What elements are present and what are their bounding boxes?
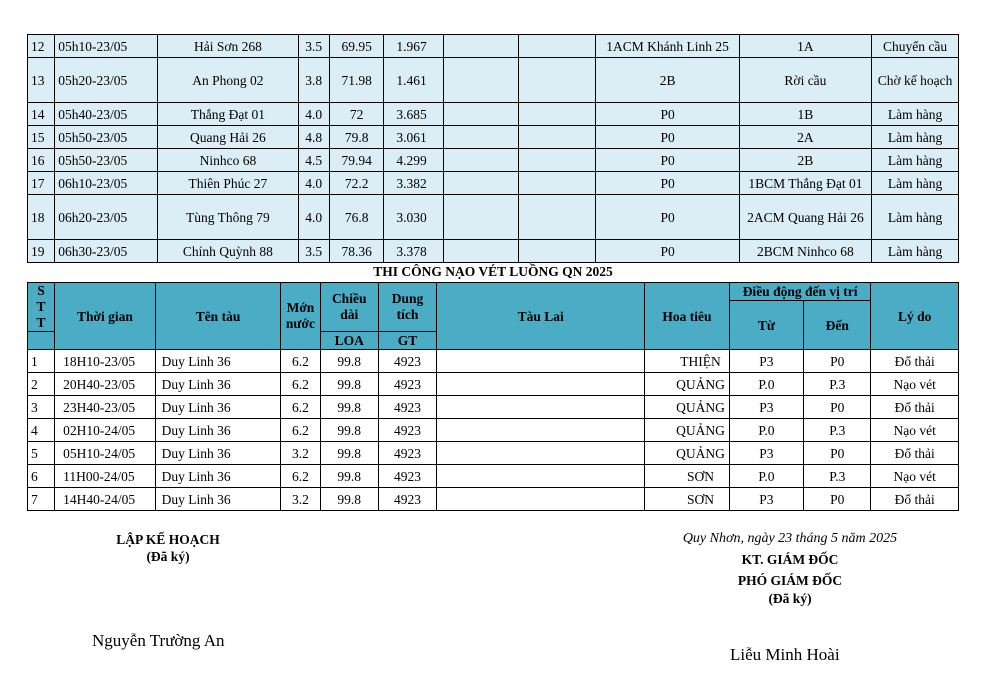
- row-reason: Nạo vét: [871, 465, 959, 488]
- row-gt: 4923: [378, 350, 436, 373]
- row-vessel-name: Duy Linh 36: [155, 350, 281, 373]
- row-time: 05h50-23/05: [55, 149, 158, 172]
- row-from: P3: [729, 488, 803, 511]
- row-reason: Làm hàng: [872, 126, 959, 149]
- row-tug: [437, 419, 645, 442]
- row-draft: 6.2: [281, 350, 320, 373]
- row-stt: 3: [28, 396, 55, 419]
- row-length: 72: [329, 103, 384, 126]
- col-gt-header: GT: [378, 332, 436, 350]
- row-draft: 3.8: [298, 58, 329, 103]
- row-loa: 99.8: [320, 419, 378, 442]
- col-chieu-dai-header: Chiều dài: [320, 283, 378, 332]
- row-reason: Đổ thải: [871, 442, 959, 465]
- table-row: [28, 396, 959, 419]
- row-gt: 4923: [378, 465, 436, 488]
- row-loa: 99.8: [320, 350, 378, 373]
- row-stt: 1: [28, 350, 55, 373]
- row-reason: Làm hàng: [872, 240, 959, 263]
- row-tug: [437, 488, 645, 511]
- row-tonnage: 4.299: [384, 149, 444, 172]
- row-time: 18H10-23/05: [55, 350, 156, 373]
- row-vessel-name: Tùng Thông 79: [158, 195, 298, 240]
- row-tonnage: 3.378: [384, 240, 444, 263]
- row-from: P0: [596, 195, 739, 240]
- row-reason: Đổ thải: [871, 488, 959, 511]
- table-row: [28, 442, 959, 465]
- row-gt: 4923: [378, 396, 436, 419]
- table-row: [28, 58, 959, 103]
- row-tug: [437, 350, 645, 373]
- table-row: [28, 126, 959, 149]
- row-gt: 4923: [378, 419, 436, 442]
- row-tug-2: [518, 103, 596, 126]
- row-loa: 99.8: [320, 396, 378, 419]
- section-title: THI CÔNG NẠO VÉT LUỒNG QN 2025: [373, 264, 613, 279]
- col-hoa-tieu-header: Hoa tiêu: [645, 283, 729, 350]
- row-pilot: QUẢNG: [645, 442, 729, 465]
- row-tug-1: [443, 58, 518, 103]
- row-from: P.0: [729, 465, 803, 488]
- row-vessel-name: Duy Linh 36: [155, 373, 281, 396]
- row-pilot: QUẢNG: [645, 396, 729, 419]
- row-draft: 6.2: [281, 465, 320, 488]
- table-row: [28, 350, 959, 373]
- row-length: 79.8: [329, 126, 384, 149]
- row-time: 20H40-23/05: [55, 373, 156, 396]
- col-ly-do-header: Lý do: [871, 283, 959, 350]
- row-from: 1ACM Khánh Linh 25: [596, 35, 739, 58]
- row-reason: Chờ kế hoạch: [872, 58, 959, 103]
- deputy-director-title: PHÓ GIÁM ĐỐC: [737, 573, 843, 588]
- col-ten-tau-header: Tên tàu: [155, 283, 281, 350]
- table-row: [28, 488, 959, 511]
- row-reason: Làm hàng: [872, 103, 959, 126]
- row-length: 72.2: [329, 172, 384, 195]
- row-draft: 4.8: [298, 126, 329, 149]
- row-reason: Nạo vét: [871, 373, 959, 396]
- row-time: 05H10-24/05: [55, 442, 156, 465]
- row-tug-1: [443, 149, 518, 172]
- row-vessel-name: Ninhco 68: [158, 149, 298, 172]
- row-length: 69.95: [329, 35, 384, 58]
- row-stt: 16: [28, 149, 55, 172]
- row-tug-2: [518, 172, 596, 195]
- row-tug-2: [518, 149, 596, 172]
- row-tug-1: [443, 240, 518, 263]
- col-mon-nuoc-header: Mớn nước: [281, 283, 320, 350]
- row-stt: 14: [28, 103, 55, 126]
- row-pilot: SƠN: [645, 465, 729, 488]
- planner-signed-note: (Đã ký): [146, 549, 190, 564]
- row-vessel-name: An Phong 02: [158, 58, 298, 103]
- row-vessel-name: Quang Hải 26: [158, 126, 298, 149]
- planner-name: Nguyễn Trường An: [92, 631, 225, 650]
- planner-title: LẬP KẾ HOẠCH: [116, 532, 220, 547]
- row-loa: 99.8: [320, 373, 378, 396]
- row-tug-2: [518, 35, 596, 58]
- row-to: 1BCM Thắng Đạt 01: [739, 172, 871, 195]
- row-draft: 6.2: [281, 419, 320, 442]
- row-length: 76.8: [329, 195, 384, 240]
- row-to: Rời cầu: [739, 58, 871, 103]
- row-loa: 99.8: [320, 465, 378, 488]
- row-reason: Làm hàng: [872, 172, 959, 195]
- col-dung-tich-header: Dung tích: [378, 283, 436, 332]
- director-title: KT. GIÁM ĐỐC: [741, 552, 839, 567]
- row-draft: 4.0: [298, 195, 329, 240]
- row-time: 06h10-23/05: [55, 172, 158, 195]
- row-from: P.0: [729, 419, 803, 442]
- row-tug: [437, 442, 645, 465]
- row-to: 1A: [739, 35, 871, 58]
- row-to: P0: [804, 442, 871, 465]
- row-pilot: SƠN: [645, 488, 729, 511]
- row-pilot: QUẢNG: [645, 419, 729, 442]
- table-row: [28, 149, 959, 172]
- row-tug-2: [518, 195, 596, 240]
- row-from: P0: [596, 149, 739, 172]
- row-time: 05h10-23/05: [55, 35, 158, 58]
- row-tug-2: [518, 240, 596, 263]
- row-draft: 4.5: [298, 149, 329, 172]
- row-reason: Làm hàng: [872, 149, 959, 172]
- row-stt: 17: [28, 172, 55, 195]
- row-stt: 12: [28, 35, 55, 58]
- row-to: 2A: [739, 126, 871, 149]
- table-row: [28, 465, 959, 488]
- row-vessel-name: Duy Linh 36: [155, 396, 281, 419]
- row-tonnage: 3.061: [384, 126, 444, 149]
- header-row-1: [28, 283, 959, 301]
- row-from: P0: [596, 172, 739, 195]
- row-tug-1: [443, 195, 518, 240]
- row-gt: 4923: [378, 442, 436, 465]
- row-vessel-name: Duy Linh 36: [155, 465, 281, 488]
- row-time: 14H40-24/05: [55, 488, 156, 511]
- table-row: [28, 35, 959, 58]
- row-from: P3: [729, 442, 803, 465]
- row-draft: 4.0: [298, 172, 329, 195]
- row-tug: [437, 465, 645, 488]
- row-to: P.3: [804, 465, 871, 488]
- row-from: P3: [729, 396, 803, 419]
- row-tug-2: [518, 58, 596, 103]
- row-draft: 3.2: [281, 488, 320, 511]
- row-time: 06h30-23/05: [55, 240, 158, 263]
- row-tug-1: [443, 35, 518, 58]
- row-stt: 7: [28, 488, 55, 511]
- row-reason: Nạo vét: [871, 419, 959, 442]
- col-tu-header: Từ: [729, 301, 803, 350]
- row-from: P0: [596, 103, 739, 126]
- col-loa-header: LOA: [320, 332, 378, 350]
- col-den-header: Đến: [804, 301, 871, 350]
- row-pilot: QUẢNG: [645, 373, 729, 396]
- row-vessel-name: Duy Linh 36: [155, 442, 281, 465]
- col-dieu-dong-header: Điều động đến vị trí: [729, 283, 871, 301]
- row-to: P0: [804, 396, 871, 419]
- row-reason: Đổ thải: [871, 350, 959, 373]
- row-from: P3: [729, 350, 803, 373]
- row-tug-1: [443, 103, 518, 126]
- row-tonnage: 3.382: [384, 172, 444, 195]
- row-draft: 3.5: [298, 240, 329, 263]
- dredging-table: [27, 282, 959, 511]
- col-tau-lai-header: Tàu Lai: [437, 283, 645, 350]
- row-stt: 6: [28, 465, 55, 488]
- row-pilot: THIỆN: [645, 350, 729, 373]
- row-time: 05h20-23/05: [55, 58, 158, 103]
- row-time: 06h20-23/05: [55, 195, 158, 240]
- row-from: 2B: [596, 58, 739, 103]
- row-time: 23H40-23/05: [55, 396, 156, 419]
- row-reason: Làm hàng: [872, 195, 959, 240]
- row-stt: 15: [28, 126, 55, 149]
- row-tug-1: [443, 126, 518, 149]
- row-vessel-name: Thắng Đạt 01: [158, 103, 298, 126]
- row-length: 79.94: [329, 149, 384, 172]
- row-reason: Đổ thải: [871, 396, 959, 419]
- row-tug: [437, 373, 645, 396]
- row-tug-2: [518, 126, 596, 149]
- row-draft: 3.5: [298, 35, 329, 58]
- table-row: [28, 195, 959, 240]
- row-length: 71.98: [329, 58, 384, 103]
- schedule-table-top: [27, 34, 959, 263]
- row-tonnage: 3.030: [384, 195, 444, 240]
- row-stt: 13: [28, 58, 55, 103]
- table-row: [28, 103, 959, 126]
- director-signed-note: (Đã ký): [768, 591, 812, 606]
- row-vessel-name: Duy Linh 36: [155, 419, 281, 442]
- col-thoi-gian-header: Thời gian: [55, 283, 156, 350]
- row-time: 05h40-23/05: [55, 103, 158, 126]
- row-to: P0: [804, 488, 871, 511]
- row-stt: 5: [28, 442, 55, 465]
- row-draft: 3.2: [281, 442, 320, 465]
- row-to: 2BCM Ninhco 68: [739, 240, 871, 263]
- row-from: P0: [596, 126, 739, 149]
- table-row: [28, 172, 959, 195]
- col-stt-header: S T T: [28, 283, 55, 332]
- row-to: 1B: [739, 103, 871, 126]
- director-signature-block: [660, 528, 920, 607]
- dredging-table-body: [28, 350, 959, 511]
- row-time: 05h50-23/05: [55, 126, 158, 149]
- row-draft: 6.2: [281, 373, 320, 396]
- row-stt: 18: [28, 195, 55, 240]
- row-time: 02H10-24/05: [55, 419, 156, 442]
- table-row: [28, 373, 959, 396]
- row-to: P.3: [804, 419, 871, 442]
- row-loa: 99.8: [320, 488, 378, 511]
- director-name: Liễu Minh Hoài: [730, 645, 840, 664]
- row-tonnage: 3.685: [384, 103, 444, 126]
- date-line: Quy Nhơn, ngày 23 tháng 5 năm 2025: [682, 531, 898, 546]
- row-length: 78.36: [329, 240, 384, 263]
- row-stt: 19: [28, 240, 55, 263]
- row-reason: Chuyển cầu: [872, 35, 959, 58]
- row-gt: 4923: [378, 373, 436, 396]
- row-draft: 4.0: [298, 103, 329, 126]
- row-gt: 4923: [378, 488, 436, 511]
- table-row: [28, 419, 959, 442]
- row-tonnage: 1.461: [384, 58, 444, 103]
- row-stt: 4: [28, 419, 55, 442]
- table-row: [28, 240, 959, 263]
- row-from: P0: [596, 240, 739, 263]
- row-vessel-name: Hải Sơn 268: [158, 35, 298, 58]
- row-stt: 2: [28, 373, 55, 396]
- row-vessel-name: Chính Quỳnh 88: [158, 240, 298, 263]
- row-to: P.3: [804, 373, 871, 396]
- row-from: P.0: [729, 373, 803, 396]
- col-stt-header-tail: [28, 332, 55, 350]
- row-draft: 6.2: [281, 396, 320, 419]
- row-vessel-name: Thiên Phúc 27: [158, 172, 298, 195]
- row-time: 11H00-24/05: [55, 465, 156, 488]
- schedule-table-top-body: [28, 35, 959, 263]
- row-loa: 99.8: [320, 442, 378, 465]
- row-tug-1: [443, 172, 518, 195]
- planner-signature-block: [108, 531, 228, 565]
- row-to: 2ACM Quang Hải 26: [739, 195, 871, 240]
- row-to: P0: [804, 350, 871, 373]
- row-vessel-name: Duy Linh 36: [155, 488, 281, 511]
- row-tonnage: 1.967: [384, 35, 444, 58]
- row-tug: [437, 396, 645, 419]
- row-to: 2B: [739, 149, 871, 172]
